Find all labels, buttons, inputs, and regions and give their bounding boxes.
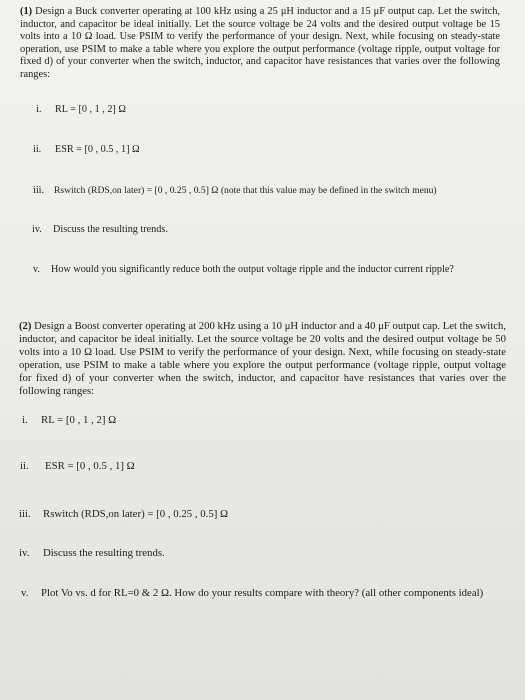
q1-item-5-text: How would you significantly reduce both the output voltage ripple and the inductor current ripple? (51, 264, 454, 275)
q2-item-3-text: Rswitch (RDS,on later) = [0 , 0.25 , 0.5] Ω (43, 508, 229, 520)
q2-item-2-num: ii. (20, 460, 29, 472)
q1-item-1-text: RL = [0 , 1 , 2] Ω (55, 104, 126, 115)
q1-item-4-text: Discuss the resulting trends. (53, 224, 168, 235)
q2-item-4-text: Discuss the resulting trends. (43, 547, 165, 559)
q2-item-4-num: iv. (19, 547, 30, 559)
q1-item-2-num: ii. (33, 144, 42, 155)
q2-item-1-num: i. (22, 414, 28, 426)
q1-item-1-num: i. (36, 104, 42, 115)
question-2-text: Design a Boost converter operating at 200 kHz using a 10 μH inductor and a 40 μF output cap. Let the switch, inductor, and capacitor be ideal initially. Let the source voltage be 20 volts and the desired output voltage be 50 volts into a 10 Ω load. Use PSIM to verify the performance of your design. Next, while focusing on steady-state operation, use PSIM to make a table where you explore the output performance (voltage ripple, output voltage for fixed d) of your converter when the switch, inductor, and capacitor have resistances that varies over the following ranges: (19, 320, 506, 398)
question-2-intro (19, 320, 506, 399)
q1-item-5-num: v. (33, 264, 40, 275)
q1-item-4-num: iv. (32, 224, 42, 235)
q1-item-3-text: Rswitch (RDS,on later) = [0 , 0.25 , 0.5] Ω (note that this value may be defined in the switch menu) (54, 185, 437, 196)
q2-item-5-text: Plot Vo vs. d for RL=0 & 2 Ω. How do your results compare with theory? (all other components ideal) (41, 587, 484, 599)
question-1-number: (1) (20, 6, 33, 17)
question-2-number: (2) (19, 320, 32, 332)
question-1-text: Design a Buck converter operating at 100 kHz using a 25 μH inductor and a 15 μF output cap. Let the switch, inductor, and capacitor be ideal initially. Let the source voltage be 24 volts and the desired output voltage be 15 volts into a 10 Ω load. Use PSIM to verify the performance of your design. Next, while focusing on steady-state operation, use PSIM to make a table where you explore the output performance (voltage ripple, output voltage for fixed d) of your converter when the switch, inductor, and capacitor have resistances that varies over the following ranges: (20, 6, 500, 80)
q2-item-3-num: iii. (19, 508, 31, 520)
q1-item-2-text: ESR = [0 , 0.5 , 1] Ω (55, 144, 140, 155)
q1-item-3-num: iii. (33, 185, 45, 196)
q2-item-1-text: RL = [0 , 1 , 2] Ω (41, 414, 117, 426)
q2-item-2-text: ESR = [0 , 0.5 , 1] Ω (45, 460, 135, 472)
question-1-intro (20, 6, 500, 82)
q2-item-5-num: v. (21, 587, 29, 599)
